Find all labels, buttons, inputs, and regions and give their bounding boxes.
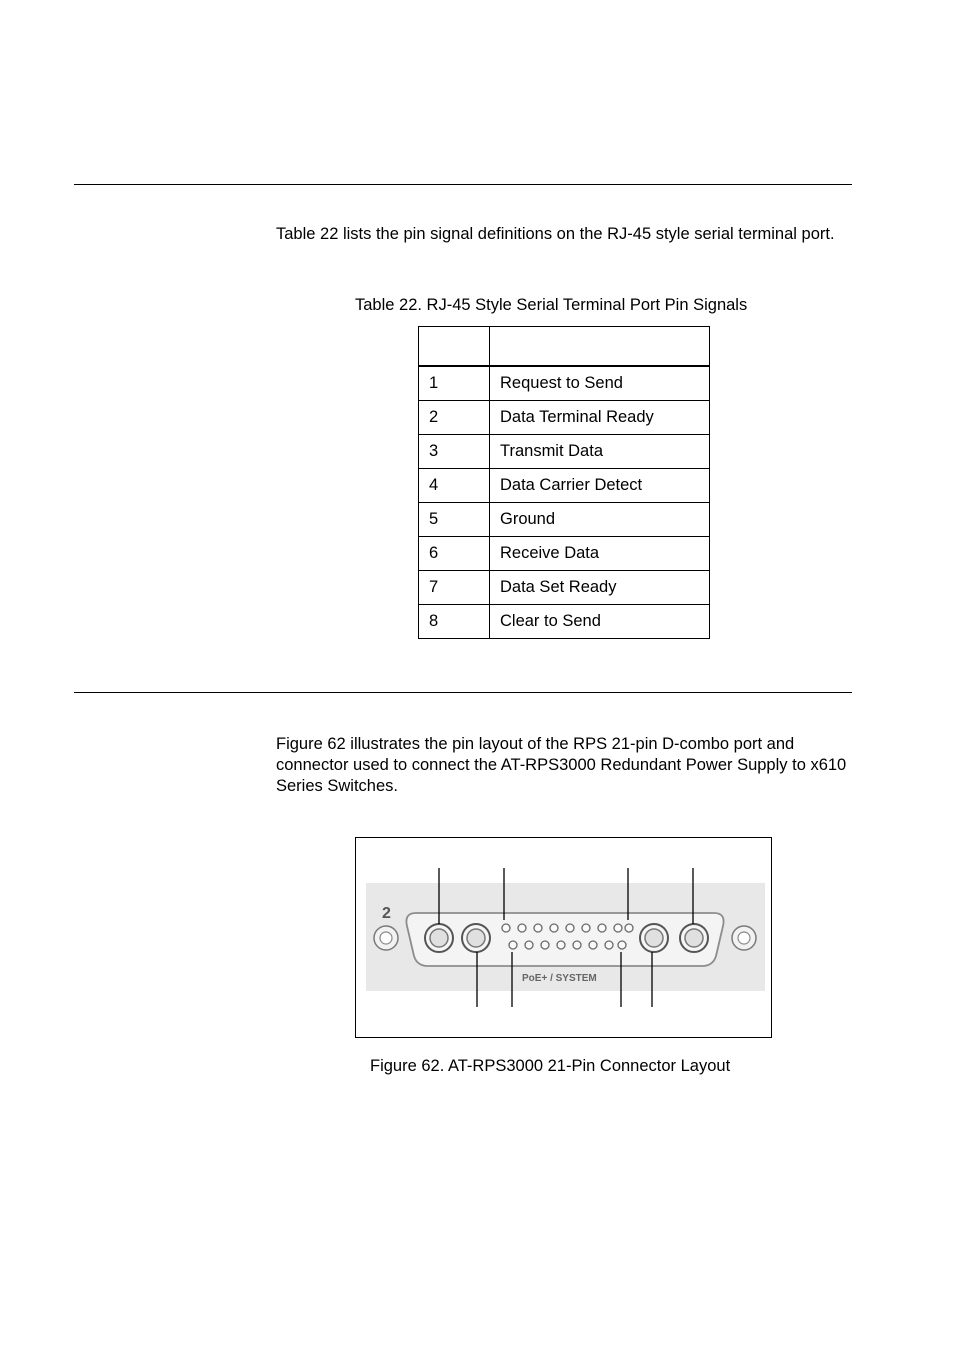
pin-signal: Receive Data (490, 537, 710, 571)
pin-number: 2 (419, 401, 490, 435)
table-intro-paragraph: Table 22 lists the pin signal definitions on the RJ-45 style serial terminal port. (276, 225, 835, 243)
pin-signal: Transmit Data (490, 435, 710, 469)
table-row (419, 571, 710, 605)
pin-column-header (419, 327, 490, 367)
pin-number: 5 (419, 503, 490, 537)
table-row (419, 366, 710, 401)
section-divider-bottom (74, 692, 852, 693)
d-shell (406, 913, 723, 966)
pin-number: 4 (419, 469, 490, 503)
connector-figure (355, 837, 772, 1038)
pin-signal-table (418, 326, 710, 639)
table-row (419, 469, 710, 503)
pin-number: 7 (419, 571, 490, 605)
left-screw (374, 926, 398, 950)
pin-signal: Ground (490, 503, 710, 537)
table-caption: Table 22. RJ-45 Style Serial Terminal Port Pin Signals (355, 296, 748, 314)
right-screw (732, 926, 756, 950)
pin-signal: Data Carrier Detect (490, 469, 710, 503)
pin-signal: Data Terminal Ready (490, 401, 710, 435)
table-row (419, 503, 710, 537)
table-row (419, 537, 710, 571)
connector-illustration (356, 838, 773, 1039)
table-row (419, 401, 710, 435)
pin-signal: Data Set Ready (490, 571, 710, 605)
figure-caption: Figure 62. AT-RPS3000 21-Pin Connector Layout (370, 1057, 731, 1075)
pin-signal: Request to Send (490, 366, 710, 401)
port-number: 2 (382, 905, 391, 922)
pin-number: 1 (419, 366, 490, 401)
figure-intro-paragraph: Figure 62 illustrates the pin layout of the RPS 21-pin D-combo port and connector used to connect the AT-RPS3000 Redundant Power Supply to x610 Series Switches. (276, 735, 847, 795)
table-header-row (419, 327, 710, 367)
pin-number: 8 (419, 605, 490, 639)
port-label: PoE+ / SYSTEM (522, 973, 597, 984)
pin-number: 3 (419, 435, 490, 469)
pin-signal: Clear to Send (490, 605, 710, 639)
signal-column-header (490, 327, 710, 367)
section-divider-top (74, 184, 852, 185)
pin-number: 6 (419, 537, 490, 571)
table-row (419, 605, 710, 639)
table-row (419, 435, 710, 469)
